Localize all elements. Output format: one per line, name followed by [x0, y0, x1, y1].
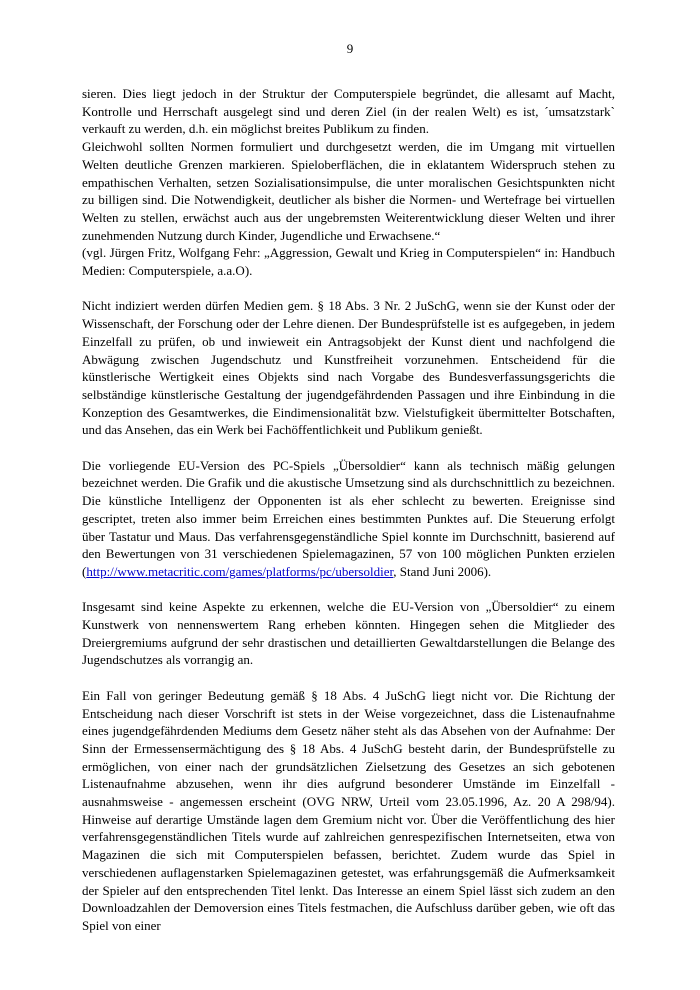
paragraph-art-conclusion: Insgesamt sind keine Aspekte zu erkennen, welche die EU-Version von „Übersoldier“ zu einem Kunstwerk von nennenswertem Rang erheben könnten. Hingegen sehen die Mitglieder des Dreiergremiums aufgrund der sehr drastischen und detaillierten Gewaltdarstellungen die Belange des Jugendschutzes als vorrangig an.	[82, 599, 615, 668]
paragraph-citation: (vgl. Jürgen Fritz, Wolfgang Fehr: „Aggression, Gewalt und Krieg in Computerspielen“ in: Handbuch Medien: Computerspiele, a.a.O).	[82, 245, 615, 279]
metacritic-link[interactable]: http://www.metacritic.com/games/platforms/pc/ubersoldier	[86, 563, 394, 579]
body-text	[82, 85, 615, 935]
paragraph-game-assessment	[82, 457, 615, 581]
paragraph-game-assessment-text: Die vorliegende EU-Version des PC-Spiels „Übersoldier“ kann als technisch mäßig gelungen bezeichnet werden. Die Grafik und die akustische Umsetzung sind als durchschnittlich zu bezeichnen. Die künstliche Intelligenz der Opponenten ist als eher schlecht zu bewerten. Ereignisse sind gescriptet, treten also immer beim Erreichen eines bestimmten Punktes auf. Die Steuerung erfolgt über Tastatur und Maus. Das verfahrensgegenständliche Spiel konnte im Durchschnitt, basierend auf den Bewertungen von 31 verschiedenen Spielemagazinen, 57 von 100 möglichen Punkten erzielen (	[82, 457, 615, 579]
page-number: 9	[346, 41, 354, 56]
paragraph-art-exemption: Nicht indiziert werden dürfen Medien gem. § 18 Abs. 3 Nr. 2 JuSchG, wenn sie der Kunst oder der Wissenschaft, der Forschung oder der Lehre dienen. Der Bundesprüfstelle ist es aufgegeben, in jedem Einzelfall zu prüfen, ob und inwieweit ein Antragsobjekt der Kunst dient und nachfolgend die Abwägung zwischen Jugendschutz und Kunstfreiheit vorzunehmen. Entscheidend für die künstlerische Wertigkeit eines Objekts sind nach Vorgabe des Bundesverfassungsgerichts die selbständige künstlerische Gestaltung der jugendgefährdenden Passagen und ihre Einbindung in die Konzeption des Gesamtwerkes, die Eindimensionalität bzw. Vielstufigkeit übermittelter Botschaften, und das Ansehen, das ein Werk bei Fachöffentlichkeit und Publikum genießt.	[82, 298, 615, 438]
paragraph-quote-end: sieren. Dies liegt jedoch in der Struktur der Computerspiele begründet, die allesamt auf Macht, Kontrolle und Herrschaft ausgelegt sind und deren Ziel (in der realen Welt) es ist, ´umsatzstark` verkauft zu werden, d.h. ein möglichst breites Publikum zu finden.	[82, 86, 615, 137]
paragraph-quote-norms: Gleichwohl sollten Normen formuliert und durchgesetzt werden, die im Umgang mit virtuellen Welten deutliche Grenzen markieren. Spieloberflächen, die in eklatantem Widerspruch stehen zu empathischen Verhalten, setzen Sozialisationsimpulse, die unter moralischen Gesichtspunkten nicht zu billigen sind. Die Notwendigkeit, deutlicher als bisher die Normen- und Wertefrage bei virtuellen Welten zu stellen, erwächst auch aus der ungebremsten Weiterentwicklung dieser Welten und ihrer zunehmenden Nutzung durch Kinder, Jugendliche und Erwachsene.“	[82, 139, 615, 243]
paragraph-game-assessment-tail: , Stand Juni 2006).	[393, 563, 492, 579]
paragraph-minor-case: Ein Fall von geringer Bedeutung gemäß § 18 Abs. 4 JuSchG liegt nicht vor. Die Richtung der Entscheidung nach dieser Vorschrift ist stets in der Weise vorgezeichnet, dass die Listenaufnahme eines jugendgefährdenden Mediums dem Gesetz näher steht als das Absehen von der Aufnahme: Der Sinn der Ermessensermächtigung des § 18 Abs. 4 JuSchG besteht darin, der Bundesprüfstelle zu ermöglichen, von einer nach der grundsätzlichen Zielsetzung des Gesetzes an sich gebotenen Listenaufnahme abzusehen, wenn ihr dies aufgrund besonderer Umstände im Einzelfall - ausnahmsweise - angemessen erscheint (OVG NRW, Urteil vom 23.05.1996, Az. 20 A 298/94). Hinweise auf derartige Umstände lagen dem Gremium nicht vor. Über die Veröffentlichung des hier verfahrensgegenständlichen Titels wurde auf zahlreichen genrespezifischen Internetseiten, etwa von Magazinen die sich mit Computerspielen befassen, berichtet. Zudem wurde das Spiel in verschiedenen auflagenstarken Spielemagazinen getestet, was erfahrungsgemäß die Aufmerksamkeit der Spieler auf den entsprechenden Titel lenkt. Das Interesse an einem Spiel lässt sich zudem an den Downloadzahlen der Demoversion eines Titels festmachen, die Aufschluss darüber geben, wie oft das Spiel von einer	[82, 687, 615, 933]
